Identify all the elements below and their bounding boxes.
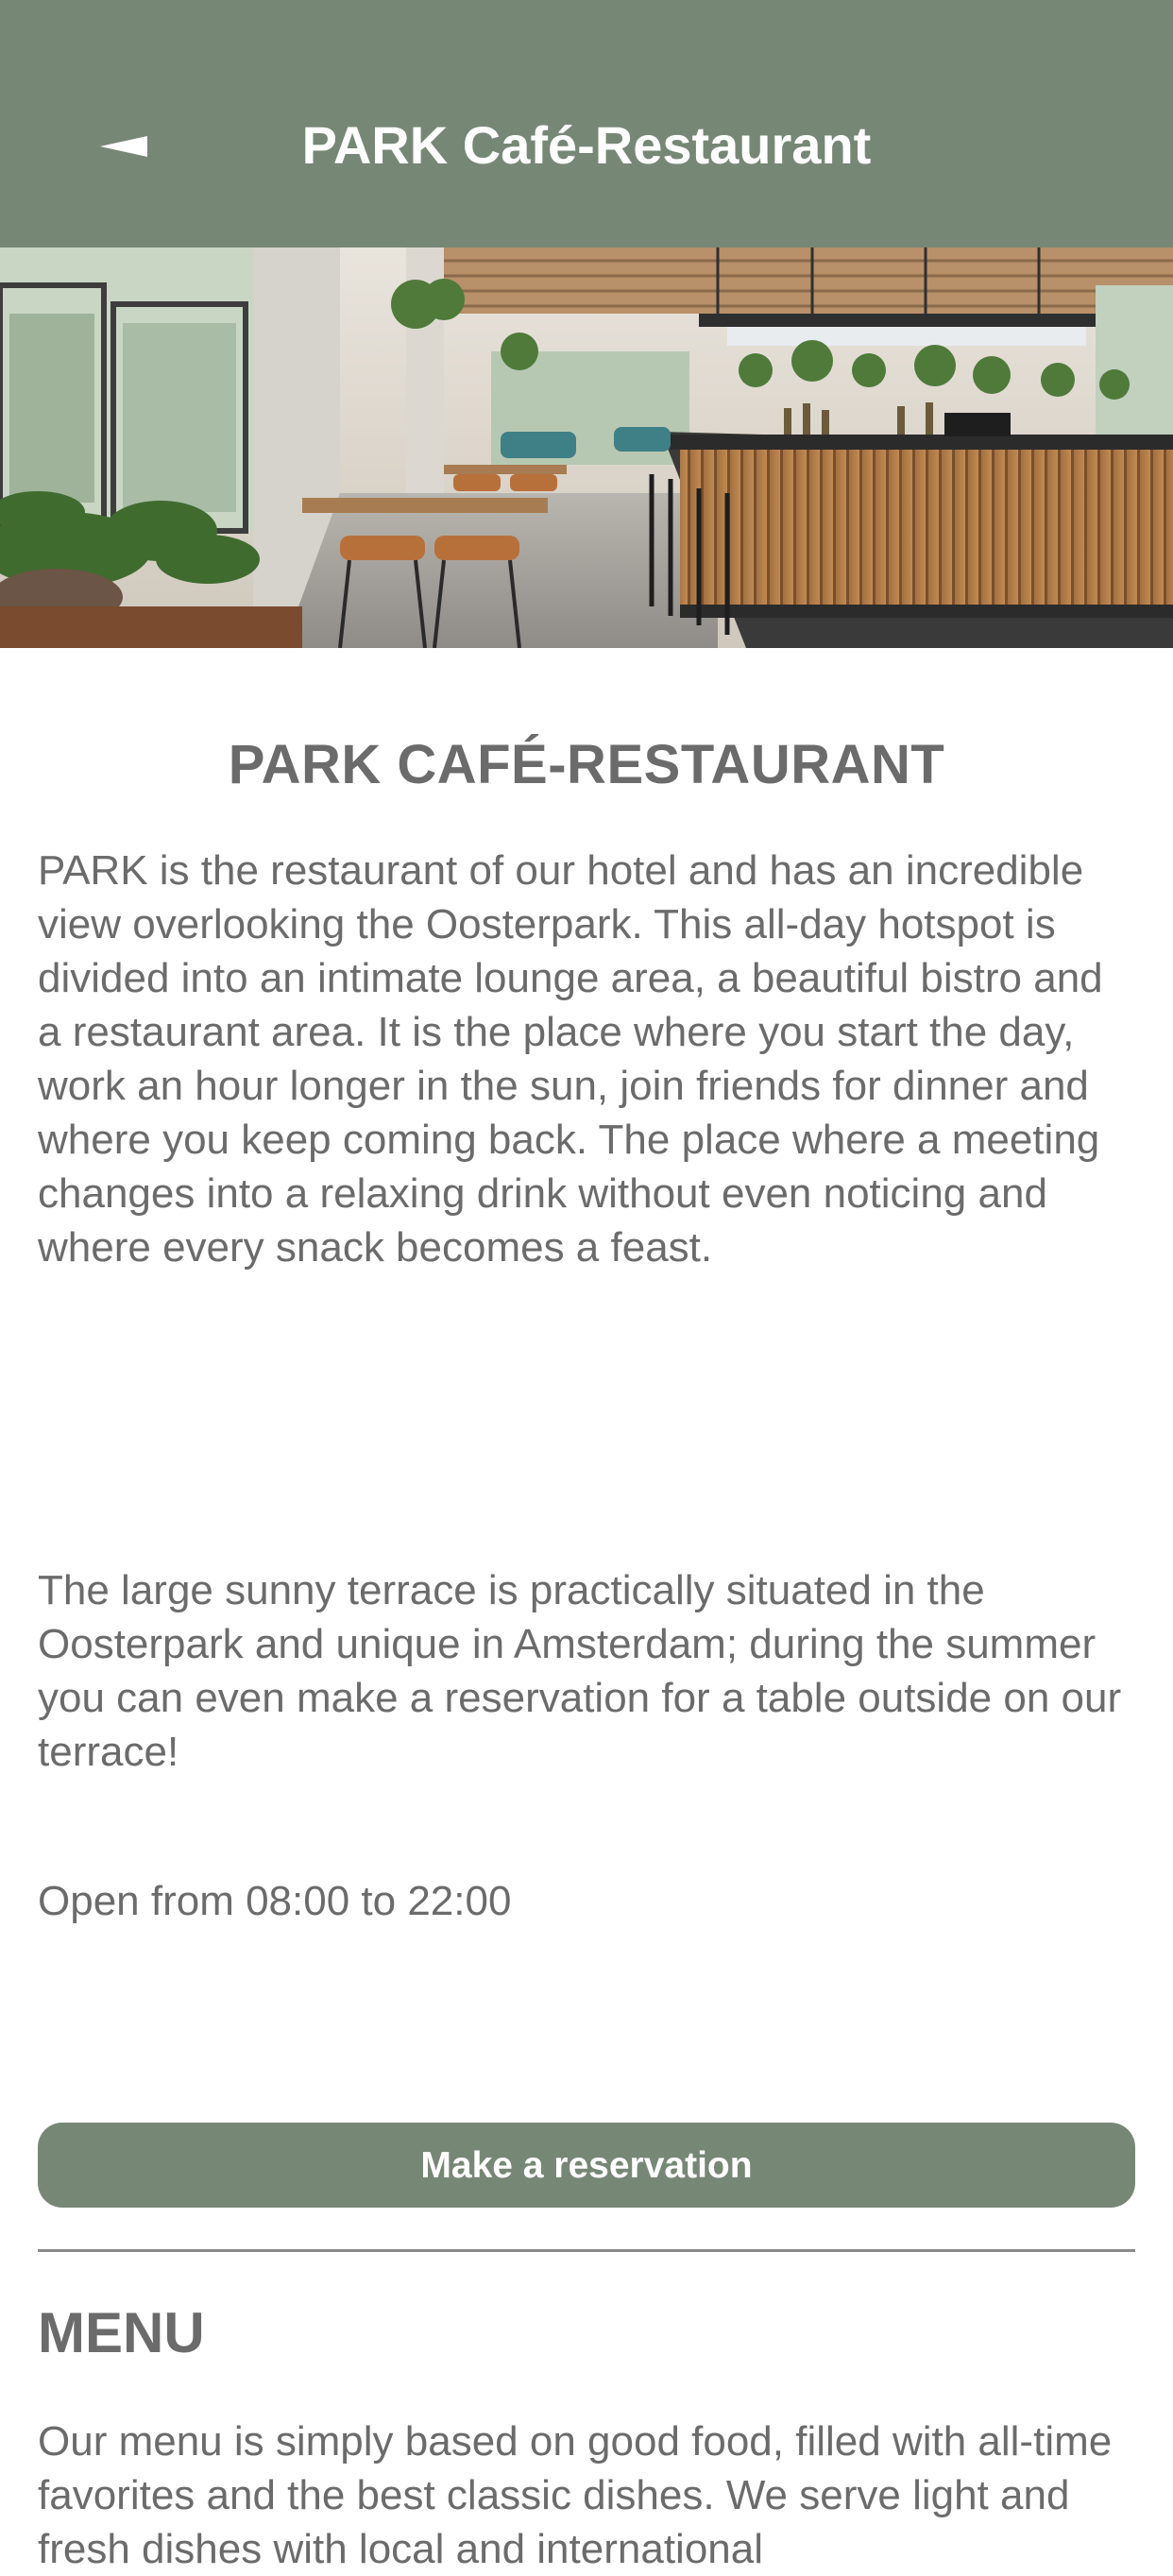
menu-paragraph: Our menu is simply based on good food, filled with all-time favorites and the best classic dishes. We serve light and fresh dishes with local and international [38, 2418, 1113, 2572]
menu-title: MENU [38, 2301, 205, 2364]
page-title: PARK Café-Restaurant [301, 115, 872, 175]
divider [38, 2249, 1135, 2252]
restaurant-interior-photo [0, 247, 1173, 648]
opening-hours: Open from 08:00 to 22:00 [38, 1878, 512, 1924]
make-reservation-button[interactable]: Make a reservation [38, 2123, 1135, 2208]
description-paragraph: PARK is the restaurant of our hotel and has an incredible view overlooking the Oosterpark. This all-day hotspot is divided into an intimate lounge area, a beautiful bistro and a restaurant area. It is the place where you start the day, work an hour longer in the sun, join friends for dinner and where you keep coming back. The place where a meeting changes into a relaxing drink without even noticing and where every snack becomes a feast. [38, 847, 1103, 1271]
app-header [0, 0, 1173, 247]
section-title: PARK CAFÉ-RESTAURANT [228, 734, 945, 795]
terrace-paragraph: The large sunny terrace is practically situated in the Oosterpark and unique in Amsterdam; during the summer you can even make a reservation for a table outside on our terrace! [38, 1567, 1122, 1775]
